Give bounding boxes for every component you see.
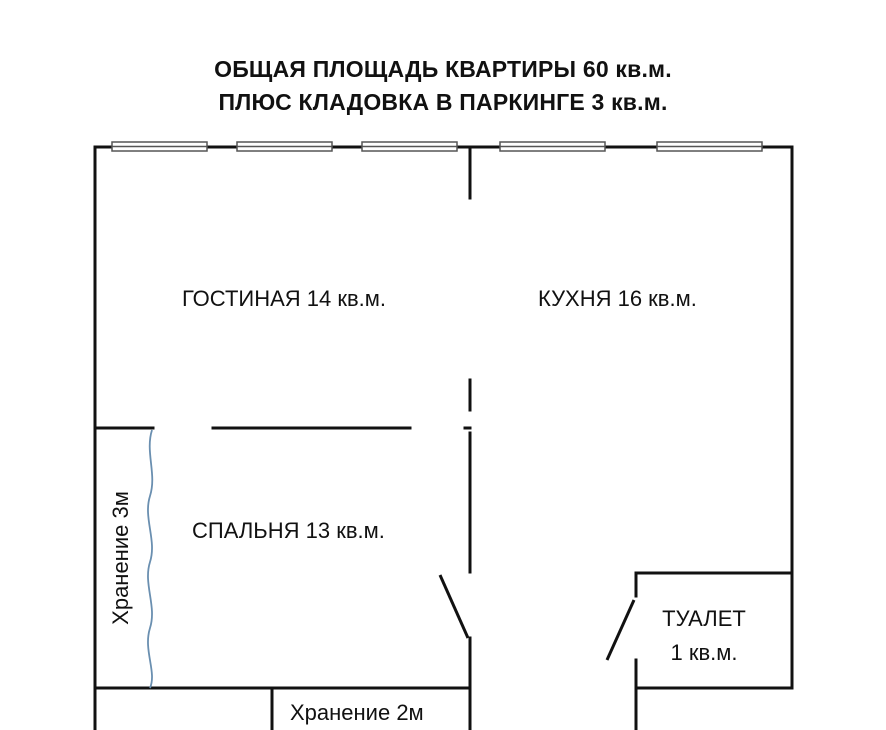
plan-title-parking-storage: ПЛЮС КЛАДОВКА В ПАРКИНГЕ 3 кв.м.: [218, 89, 668, 115]
room-label-kitchen: КУХНЯ 16 кв.м.: [538, 286, 697, 311]
room-label-living: ГОСТИНАЯ 14 кв.м.: [182, 286, 387, 311]
storage-curtain: [148, 430, 152, 688]
room-label-storage-bottom: Хранение 2м: [290, 700, 424, 725]
plan-title-total-area: ОБЩАЯ ПЛОЩАДЬ КВАРТИРЫ 60 кв.м.: [214, 56, 672, 82]
bedroom-door: [440, 575, 468, 638]
room-label-toilet: ТУАЛЕТ 1 кв.м.: [662, 606, 746, 665]
toilet-door: [607, 600, 634, 660]
room-label-storage-side: Хранение 3м: [108, 491, 133, 625]
room-label-bedroom: СПАЛЬНЯ 13 кв.м.: [192, 518, 385, 543]
